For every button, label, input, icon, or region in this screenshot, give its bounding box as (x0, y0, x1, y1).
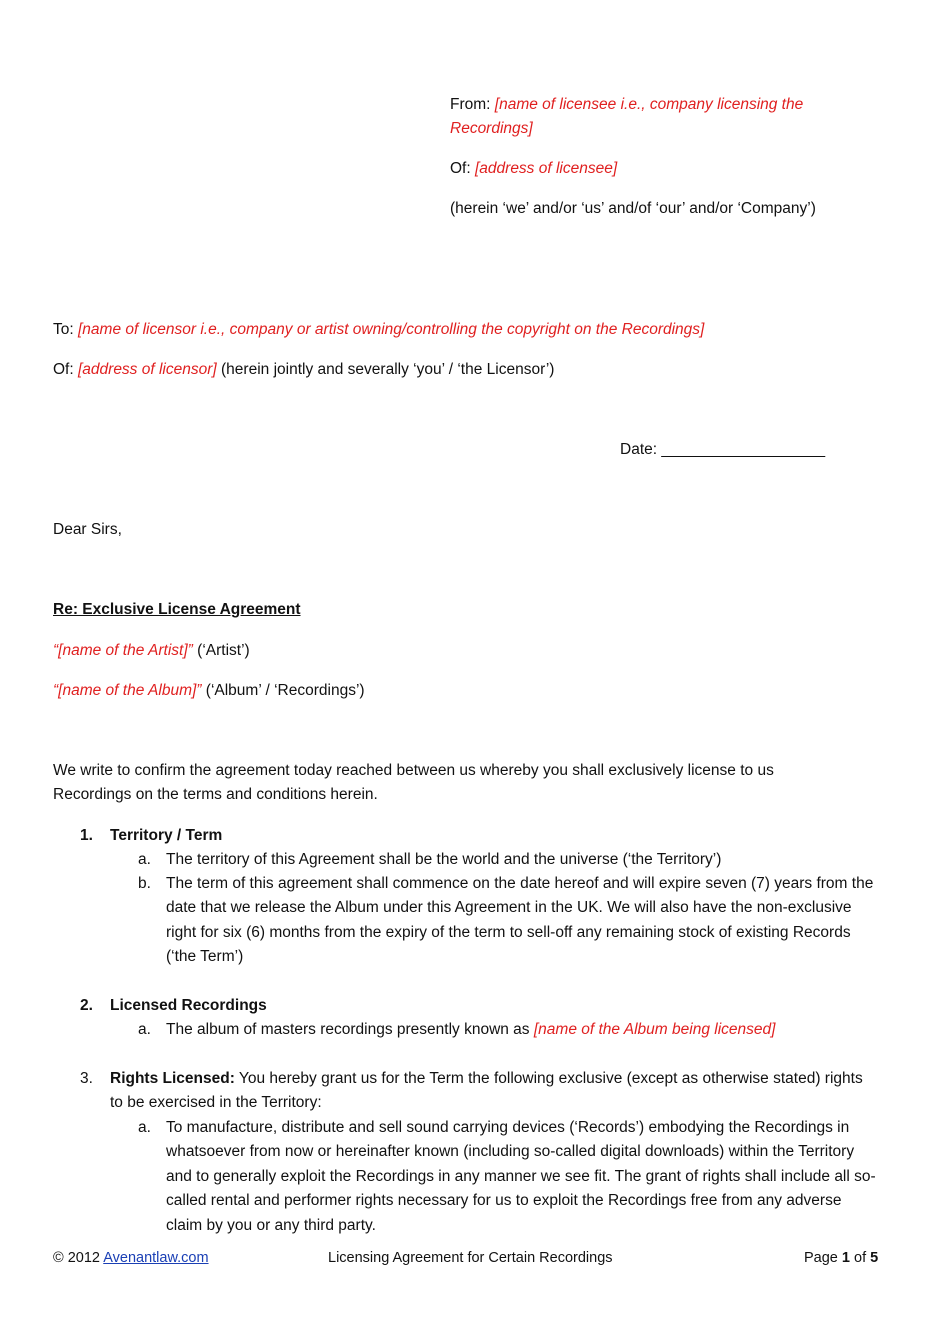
section-2-number: 2. (80, 997, 93, 1014)
page-label: Page (804, 1250, 838, 1266)
footer-website-link[interactable]: Avenantlaw.com (103, 1250, 209, 1266)
licensee-herein: (herein ‘we’ and/or ‘us’ and/of ‘our’ and/or ‘Company’) (450, 200, 816, 217)
album-suffix: (‘Album’ / ‘Recordings’) (205, 682, 365, 699)
licensed-album-placeholder: [name of the Album being licensed] (533, 1021, 776, 1038)
of-label: Of: (53, 361, 74, 378)
section-2a-line (166, 1018, 775, 1042)
section-2a-label: a. (138, 1021, 151, 1038)
licensee-address-line (450, 157, 617, 181)
of-label: Of: (450, 160, 471, 177)
footer-document-title: Licensing Agreement for Certain Recordings (328, 1250, 613, 1266)
section-3a-text: To manufacture, distribute and sell sound carrying devices (‘Records’) embodying the Recordings in whatsoever from now or hereinafter known (including so-called digital downloads) within the Territory and to generally exploit the Recordings in any manner we see fit. The grant of rights shall include all so-called rental and performer rights necessary for us to exploit the Recordings free from any adverse claim by you or any third party. (166, 1119, 876, 1234)
from-block (450, 93, 850, 142)
section-1b-label: b. (138, 875, 151, 892)
date-line: Date: ___________________ (620, 441, 826, 458)
to-line (53, 318, 704, 342)
section-1a-label: a. (138, 851, 151, 868)
page-of: of (854, 1250, 867, 1266)
album-placeholder: “[name of the Album]” (53, 682, 202, 699)
section-3a-label: a. (138, 1119, 151, 1136)
album-line (53, 679, 365, 703)
intro-paragraph: We write to confirm the agreement today reached between us whereby you shall exclusively license to us Recordings on the terms and conditions herein. (53, 762, 774, 804)
page-total: 5 (870, 1250, 879, 1266)
section-1a-text: The territory of this Agreement shall be the world and the universe (‘the Territory’) (166, 851, 722, 868)
section-2-title: Licensed Recordings (110, 997, 267, 1014)
to-label: To: (53, 321, 74, 338)
artist-placeholder: “[name of the Artist]” (53, 642, 193, 659)
artist-line (53, 639, 250, 663)
artist-suffix: (‘Artist’) (197, 642, 250, 659)
copyright-text: © 2012 (53, 1250, 100, 1266)
section-3-paragraph (110, 1067, 878, 1116)
section-2a-text: The album of masters recordings presently known as (166, 1021, 530, 1038)
licensee-address-placeholder: [address of licensee] (474, 160, 618, 177)
licensor-address-placeholder: [address of licensor] (77, 361, 217, 378)
section-3-number: 3. (80, 1070, 93, 1087)
footer-copyright (53, 1247, 209, 1269)
section-1-number: 1. (80, 827, 93, 844)
licensor-name-placeholder: [name of licensor i.e., company or artist owning/controlling the copyright on the Recordings] (78, 321, 705, 338)
section-3-text: You hereby grant us for the Term the following exclusive (except as otherwise stated) rights to be exercised in the Territory: (110, 1070, 863, 1112)
page-current: 1 (841, 1250, 850, 1266)
section-1-title: Territory / Term (110, 827, 223, 844)
from-label: From: (450, 96, 491, 113)
licensee-name-placeholder: [name of licensee i.e., company licensing the Recordings] (450, 96, 804, 138)
footer-page-number (804, 1247, 878, 1269)
section-3-title: Rights Licensed: (110, 1070, 235, 1087)
re-title: Re: Exclusive License Agreement (53, 601, 301, 618)
salutation: Dear Sirs, (53, 521, 122, 538)
licensor-address-line (53, 358, 554, 382)
section-1b-text: The term of this agreement shall commence on the date hereof and will expire seven (7) years from the date that we release the Album under this Agreement in the UK. We will also have the non-exclusive right for six (6) months from the expiry of the term to sell-off any remaining stock of existing Records (‘the Term’) (166, 875, 874, 966)
licensor-herein: (herein jointly and severally ‘you’ / ‘the Licensor’) (221, 361, 555, 378)
